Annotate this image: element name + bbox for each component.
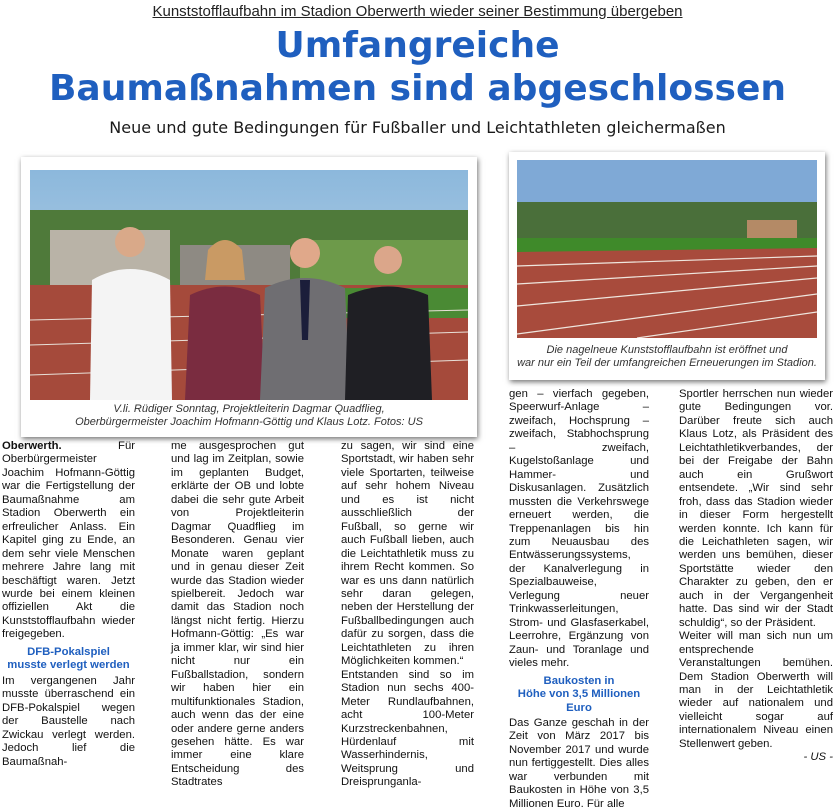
article-column-4 [509, 388, 649, 811]
group-photo-caption [21, 403, 477, 429]
caption-line: V.li. Rüdiger Sonntag, Projektleiterin Dagmar Quadflieg, [113, 403, 385, 415]
group-photo [30, 170, 468, 400]
paragraph: zu sagen, wir sind eine Sportstadt, wir haben sehr viele Sportarten, teilweise auf sehr hohem Niveau und es ist nicht ausschließlich der Fußball, so gerne wir auch Fußball lieben, auch die Leichtathletik muss zu ihrem Recht kommen. So war es uns dann natürlich sehr daran gelegen, neben der Herstellung der Fußballbedingungen auch dafür zu sorgen, dass die Leichtathleten zu ihren Möglichkeiten kommen.“ [341, 440, 474, 668]
caption-line: Die nagelneue Kunststofflaufbahn ist eröffnet und [546, 344, 788, 356]
paragraph: Weiter will man sich nun um entsprechende Veranstaltungen bemühen. Dem Stadion Oberwerth will man in der Leichtathletik wieder auf nationalem und vielleicht sogar auf internationalem Niveau einen Stellenwert geben. [679, 630, 833, 750]
paragraph: Entstanden sind so im Stadion nun sechs 400-Meter Rundlaufbahnen, acht 100-Meter Kurzstreckenbahnen, Hürdenlauf mit Wasserhindernis, Weitsprung und Dreisprunganla- [341, 668, 474, 789]
paragraph: Im vergangenen Jahr musste überraschend ein DFB-Pokalspiel wegen der Baustelle nach Zwickau verlegt werden. Jedoch lief die Baumaßnah- [2, 674, 135, 768]
article-headline [0, 24, 835, 110]
paragraph-text: Für Oberbürgermeister Joachim Hofmann-Göttig war die Fertigstellung der Baumaßnahme am Stadion Oberwerth ein erfreulicher Anlass. Ein Kapitel ging zu Ende, an dem sehr viele Menschen mehrere Jahre lang mit beschäftigt waren. Jetzt wurde bei einem kleinen offiziellen Akt die Kunststofflaufbahn wieder freigegeben. [2, 440, 135, 641]
caption-line: Oberbürgermeister Joachim Hofmann-Göttig und Klaus Lotz. Fotos: US [75, 416, 423, 428]
subheading-line: DFB-Pokalspiel [27, 645, 110, 658]
paragraph: me ausgesprochen gut und lag im Zeitplan, sowie im geplanten Budget, erklärte der OB und lobte dabei die sehr gute Arbeit von Projektleiterin Dagmar Quadflieg im Besonderen. Genau vier Monate waren geplant und in genau dieser Zeit wurde das Stadion wieder spielbereit. Jedoch war damit das Stadion noch längst nicht fertig. Hierzu Hofmann-Göttig: „Es war ja immer klar, wir sind hier nicht nur ein Fußballstadion, sondern wir haben hier ein multifunktionales Stadion, auch wenn das der eine oder andere gerne anders gesehen hätte. Es war immer eine klare Entscheidung des Stadtrates [171, 440, 304, 789]
paragraph: Sportler herrschen nun wieder gute Bedingungen vor. Darüber freute sich auch Klaus Lotz, als Präsident des Leichtathletikverbandes, der bei der Freigabe der Bahn auch ein Grußwort entsendete. „Wir sind sehr froh, dass das Stadion wieder in dieser Form hergestellt werden konnte. Ich kann für die Leichathleten sagen, wir werden uns bemühen, dieser Sportstätte wieder den Charakter zu geben, den er auch in der Vergangenheit hatte. Das sind wir der Stadt schuldig“, so der Präsident. [679, 388, 833, 629]
subheading-line: musste verlegt werden [7, 659, 130, 672]
paragraph: gen – vierfach gegeben, Speerwurf-Anlage – zweifach, Hochsprung – zweifach, Stabhochsprung – zweifach, Kugelstoßanlage und Hammer- und Diskusanlagen. Zusätzlich mussten die Verkehrswege erneuert werden, die Treppenanlagen bis hin zum Neuausbau des Entwässerungssystems, der Kanalverlegung in Spezialbauweise, Verlegung neuer Trinkwasserleitungen, Strom- und Glasfaserkabel, Leerrohre, Ergänzung von Zaun- und Toranlage und vieles mehr. [509, 388, 649, 670]
subheading-line: Höhe von 3,5 Millionen Euro [517, 688, 641, 714]
headline-line-2: Baumaßnahmen sind abgeschlossen [48, 68, 786, 109]
article-column-1 [2, 440, 135, 769]
dateline: Oberwerth. [2, 440, 62, 452]
caption-line: war nur ein Teil der umfangreichen Erneuerungen im Stadion. [517, 357, 817, 369]
track-photo-card [509, 152, 825, 380]
author-signature: - US - [803, 751, 833, 764]
article-subheadline: Neue und gute Bedingungen für Fußballer und Leichtathleten gleichermaßen [109, 118, 726, 137]
subheading-baukosten [509, 675, 649, 716]
track-photo [517, 160, 817, 338]
subheading-line: Baukosten in [543, 674, 615, 687]
paragraph [2, 440, 135, 642]
headline-line-1: Umfangreiche [275, 25, 560, 66]
subheading-pokalspiel [2, 646, 135, 673]
article-column-3 [341, 440, 474, 790]
group-photo-card [21, 157, 477, 437]
article-column-2 [171, 440, 304, 790]
article-column-5 [679, 388, 833, 765]
paragraph: Das Ganze geschah in der Zeit von März 2017 bis November 2017 und wurde nun fertiggestellt. Dies alles war verbunden mit Baukosten in Höhe von 3,5 Millionen Euro. Für alle [509, 717, 649, 810]
article-kicker: Kunststofflaufbahn im Stadion Oberwerth wieder seiner Bestimmung übergeben [152, 3, 683, 20]
track-photo-caption [509, 344, 825, 370]
